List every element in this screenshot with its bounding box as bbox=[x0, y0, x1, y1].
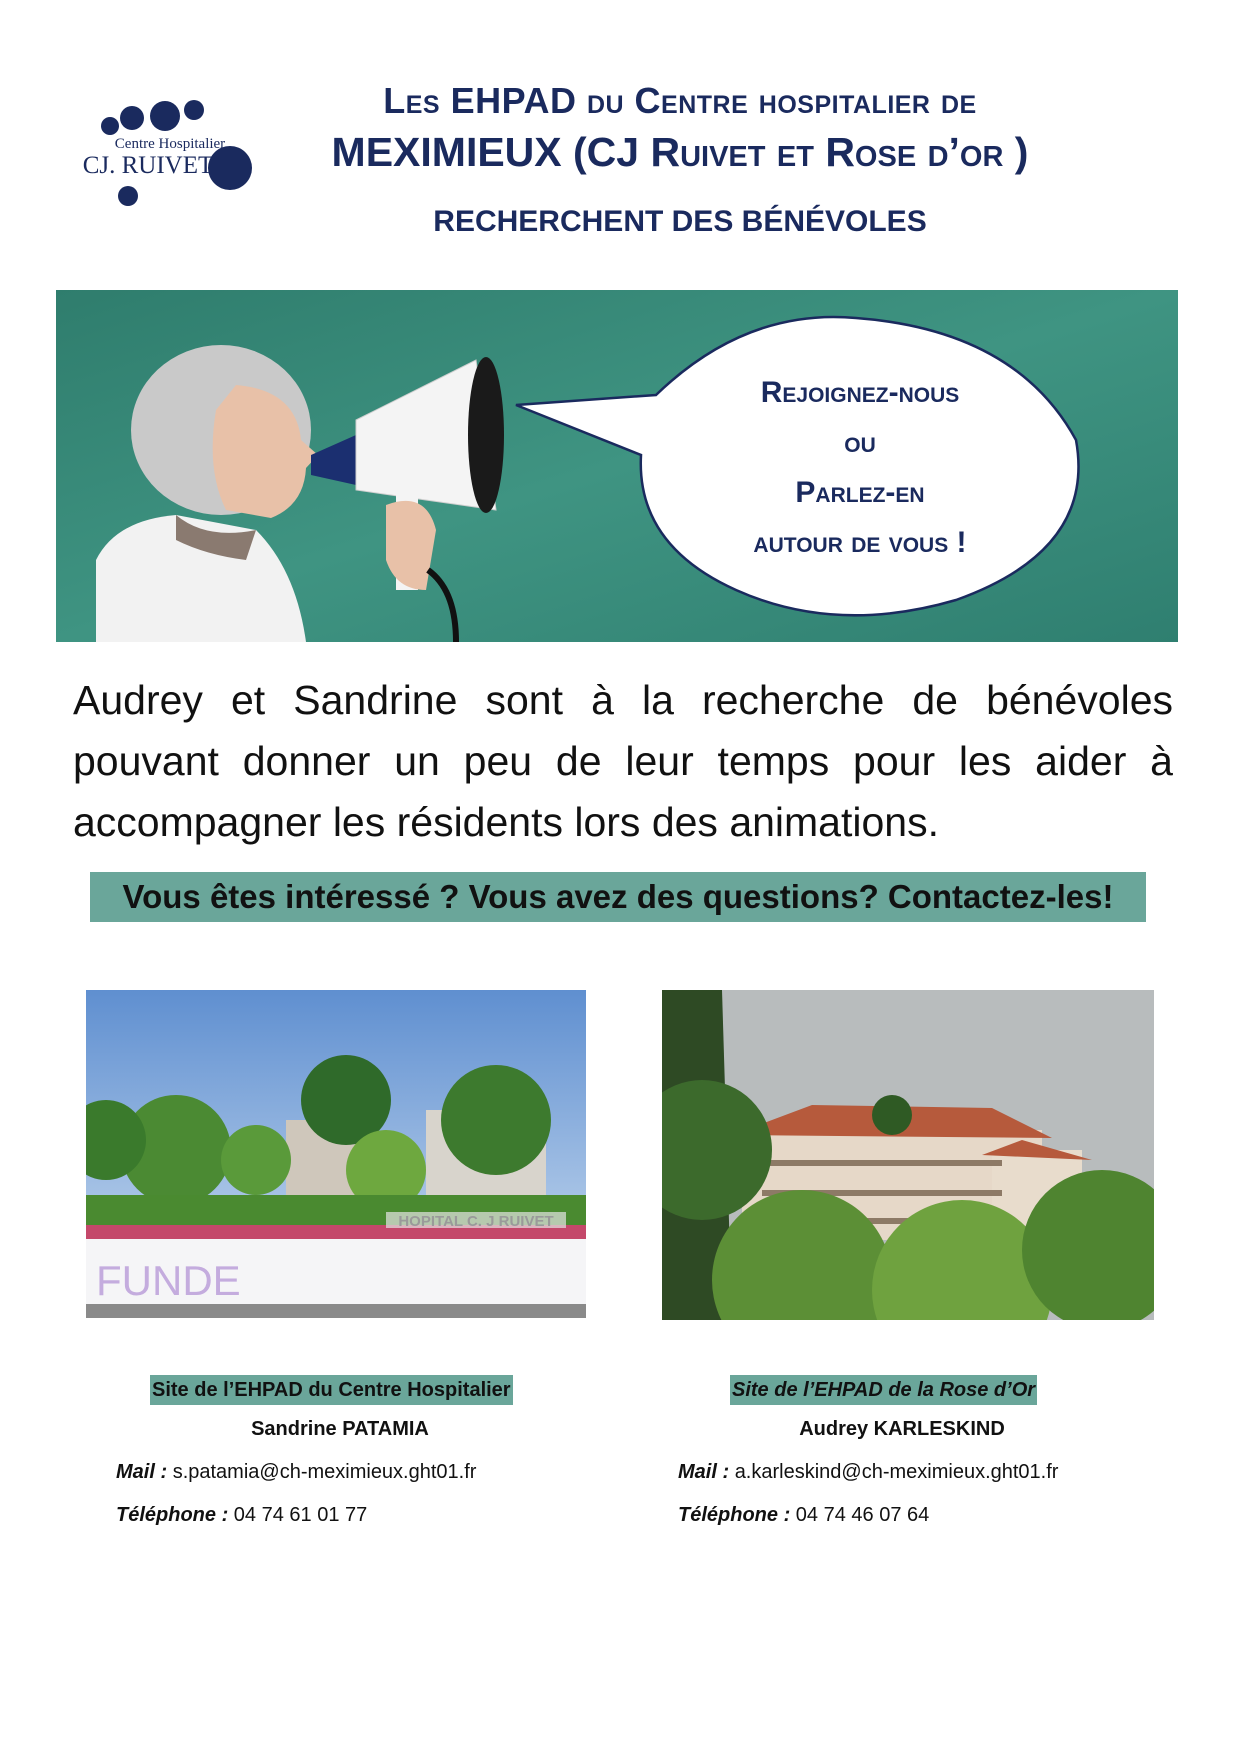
hospital-sign: HOPITAL C. J RUIVET bbox=[398, 1213, 554, 1230]
mail-label-left: Mail : bbox=[116, 1461, 168, 1483]
phone-label-right: Téléphone : bbox=[678, 1504, 791, 1526]
phone-line-left bbox=[116, 1504, 367, 1527]
phone-number-right[interactable]: 04 74 46 07 64 bbox=[795, 1504, 930, 1526]
logo-text-line1: Centre Hospitalier bbox=[114, 136, 226, 152]
hospital-logo bbox=[70, 88, 260, 218]
mail-address-right[interactable]: a.karleskind@ch-meximieux.ght01.fr bbox=[734, 1461, 1059, 1483]
mail-label-right: Mail : bbox=[678, 1461, 730, 1483]
contact-name-left: Sandrine PATAMIA bbox=[251, 1418, 429, 1440]
phone-number-left[interactable]: 04 74 61 01 77 bbox=[233, 1504, 368, 1526]
subtitle: RECHERCHENT DES BÉNÉVOLES bbox=[433, 205, 927, 238]
site-label-left: Site de l’EHPAD du Centre Hospitalier bbox=[150, 1375, 513, 1405]
bubble-line2: ou bbox=[844, 426, 876, 459]
phone-label-left: Téléphone : bbox=[116, 1504, 229, 1526]
bubble-text bbox=[680, 368, 1040, 568]
contact-card-left bbox=[110, 1375, 590, 1545]
logo-text-line2: CJ. RUIVET bbox=[82, 152, 214, 179]
intro-paragraph: Audrey et Sandrine sont à la recherche de bénévoles pouvant donner un peu de leur temps pour les aider à accompagner les résidents lors des animations. bbox=[73, 677, 1173, 845]
header bbox=[300, 78, 1060, 242]
site-label-right: Site de l’EHPAD de la Rose d’Or bbox=[730, 1375, 1037, 1405]
title-line1: Les EHPAD du Centre hospitalier de bbox=[383, 80, 977, 121]
wall-painting: FUNDE bbox=[96, 1257, 241, 1304]
contact-name-right: Audrey KARLESKIND bbox=[799, 1418, 1005, 1440]
contact-cta: Vous êtes intéressé ? Vous avez des questions? Contactez-les! bbox=[90, 872, 1146, 922]
megaphone-bell bbox=[468, 357, 504, 513]
contact-card-right bbox=[672, 1375, 1172, 1545]
phone-line-right bbox=[678, 1504, 929, 1527]
title-line2: MEXIMIEUX (CJ Ruivet et Rose d’or ) bbox=[331, 129, 1029, 175]
bubble-line1: Rejoignez-nous bbox=[760, 376, 960, 409]
photo-hospital-site bbox=[86, 990, 586, 1318]
mail-line-right bbox=[678, 1461, 1058, 1484]
mail-line-left bbox=[116, 1461, 476, 1484]
bubble-line4: autour de vous ! bbox=[753, 526, 967, 559]
mail-address-left[interactable]: s.patamia@ch-meximieux.ght01.fr bbox=[172, 1461, 477, 1483]
bubble-line3: Parlez-en bbox=[795, 476, 925, 509]
photo-rose-dor-site bbox=[662, 990, 1154, 1320]
